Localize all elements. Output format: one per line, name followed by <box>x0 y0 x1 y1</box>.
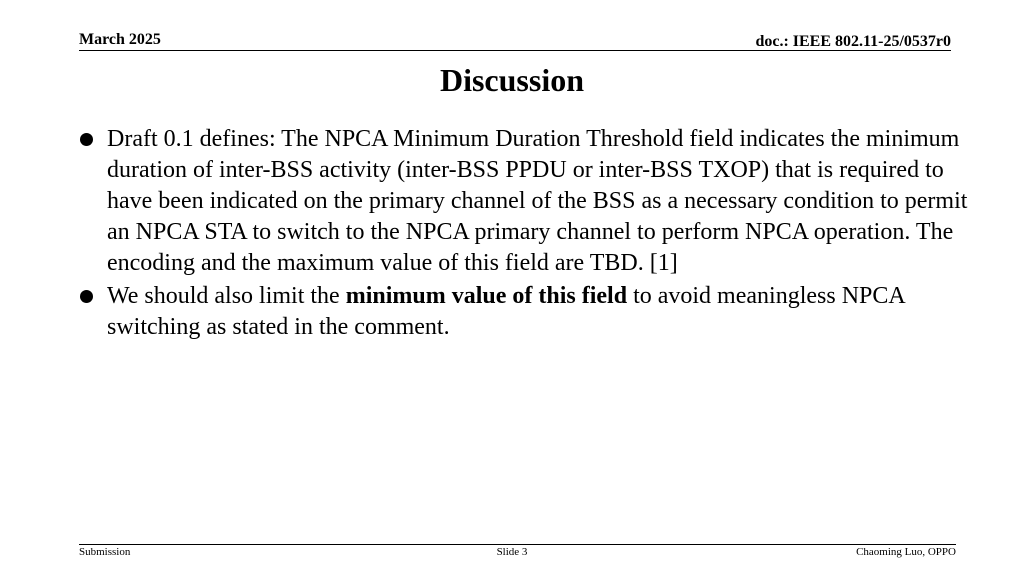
bullet-item-1 <box>79 124 969 279</box>
bullet-text-1: Draft 0.1 defines: The NPCA Minimum Duration Threshold field indicates the minimum duration of inter-BSS activity (inter-BSS PPDU or inter-BSS TXOP) that is required to have been indicated on the primary channel of the BSS as a necessary condition to permit an NPCA STA to switch to the NPCA primary channel to perform NPCA operation. The encoding and the maximum value of this field are TBD. [1] <box>107 126 968 276</box>
footer-submission: Submission <box>79 546 131 558</box>
bullet-text-2-post: to avoid meaningless NPCA switching as stated in the comment. <box>107 283 905 340</box>
footer-divider <box>79 544 956 545</box>
bullet-dot-icon <box>80 290 93 303</box>
bullet-text-2-pre: We should also limit the <box>107 283 346 309</box>
bullet-item-2 <box>79 281 969 343</box>
bullet-text-2-bold: minimum value of this field <box>345 283 628 309</box>
header-doc-id: doc.: IEEE 802.11-25/0537r0 <box>755 33 951 50</box>
footer-author: Chaoming Luo, OPPO <box>856 546 956 558</box>
slide-body <box>79 124 969 345</box>
header-date: March 2025 <box>79 31 161 48</box>
bullet-dot-icon <box>80 133 93 146</box>
header-divider <box>79 50 951 51</box>
footer-slide-number: Slide 3 <box>496 546 528 558</box>
slide-title: Discussion <box>439 62 585 98</box>
